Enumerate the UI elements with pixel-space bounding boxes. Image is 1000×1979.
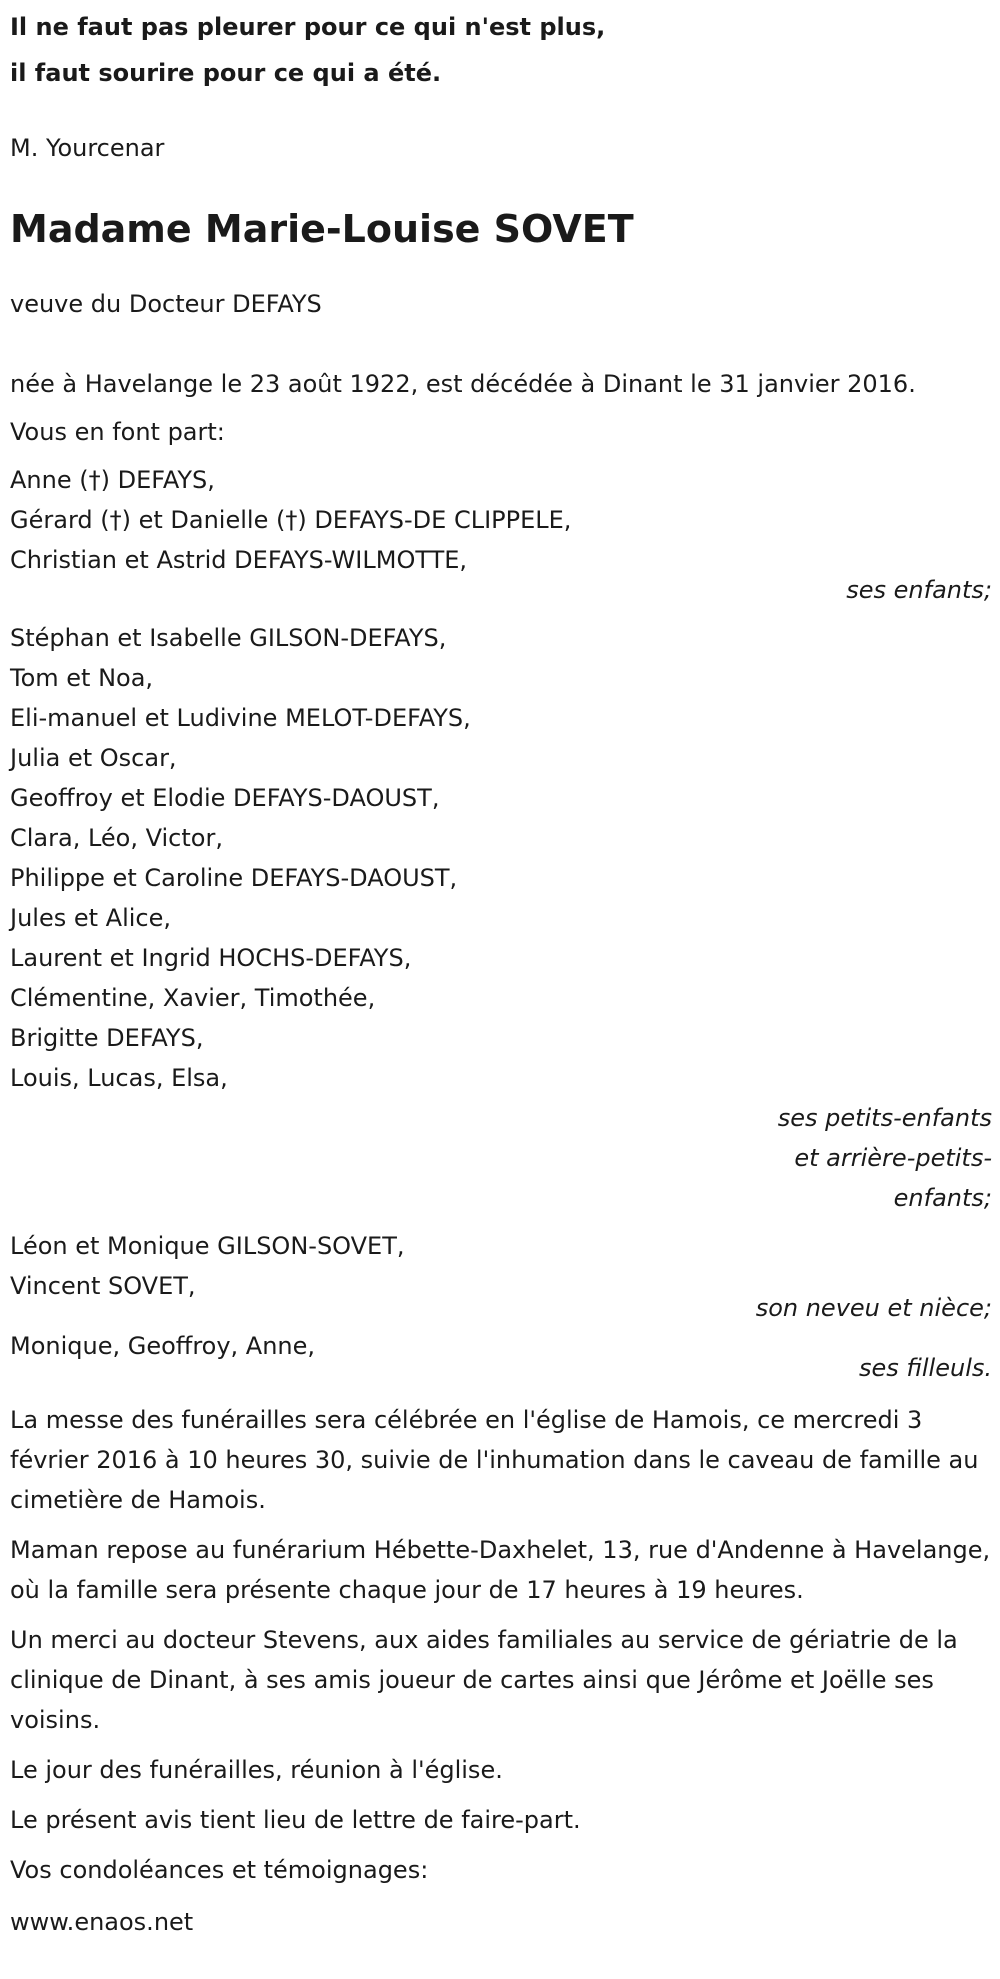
quote-line-1: Il ne faut pas pleurer pour ce qui n'est plus,	[10, 13, 606, 41]
family-line: Brigitte DEFAYS,	[10, 1024, 204, 1052]
family-group-children	[10, 460, 992, 610]
family-line: Jules et Alice,	[10, 904, 172, 932]
family-line: Vincent SOVET,	[10, 1272, 196, 1300]
relation-label: enfants;	[893, 1184, 992, 1212]
family-line: Gérard (†) et Danielle (†) DEFAYS-DE CLIPPELE,	[10, 506, 572, 534]
quote-author: M. Yourcenar	[10, 134, 165, 162]
obituary-column	[10, 4, 992, 1942]
family-line: Clémentine, Xavier, Timothée,	[10, 984, 376, 1012]
announce-line: Vous en font part:	[10, 418, 225, 446]
relation-label: ses enfants;	[846, 576, 992, 604]
relation-label: ses filleuls.	[858, 1354, 992, 1382]
family-line: Léon et Monique GILSON-SOVET,	[10, 1232, 405, 1260]
relation-label: son neveu et nièce;	[755, 1294, 992, 1322]
notice-paragraph: Le présent avis tient lieu de lettre de faire-part.	[10, 1806, 581, 1834]
family-group-grandchildren	[10, 618, 992, 1218]
quote-line-2: il faut sourire pour ce qui a été.	[10, 59, 442, 87]
family-line: Christian et Astrid DEFAYS-WILMOTTE,	[10, 546, 468, 574]
funerarium-paragraph: Maman repose au funérarium Hébette-Daxhelet, 13, rue d'Andenne à Havelange, où la famille sera présente chaque jour de 17 heures à 19 heures.	[10, 1536, 991, 1604]
family-line: Laurent et Ingrid HOCHS-DEFAYS,	[10, 944, 412, 972]
family-line: Eli-manuel et Ludivine MELOT-DEFAYS,	[10, 704, 471, 732]
relation-label: et arrière-petits-	[794, 1144, 992, 1172]
family-line: Julia et Oscar,	[10, 744, 177, 772]
family-line: Anne (†) DEFAYS,	[10, 466, 215, 494]
website-link[interactable]: www.enaos.net	[10, 1908, 194, 1936]
family-group-godchildren	[10, 1326, 992, 1388]
relation-label: ses petits-enfants	[777, 1104, 992, 1132]
reunion-paragraph: Le jour des funérailles, réunion à l'église.	[10, 1756, 503, 1784]
family-group-nephew-niece	[10, 1226, 992, 1328]
deceased-name: Madame Marie-Louise SOVET	[10, 207, 634, 251]
family-line: Stéphan et Isabelle GILSON-DEFAYS,	[10, 624, 447, 652]
family-line: Tom et Noa,	[10, 664, 154, 692]
widow-of: veuve du Docteur DEFAYS	[10, 290, 322, 318]
family-line: Monique, Geoffroy, Anne,	[10, 1332, 316, 1360]
condolences-paragraph: Vos condoléances et témoignages:	[10, 1856, 429, 1884]
thanks-paragraph: Un merci au docteur Stevens, aux aides familiales au service de gériatrie de la clinique de Dinant, à ses amis joueur de cartes ainsi que Jérôme et Joëlle ses voisins.	[10, 1626, 958, 1734]
funeral-mass-paragraph: La messe des funérailles sera célébrée en l'église de Hamois, ce mercredi 3 février 2016 à 10 heures 30, suivie de l'inhumation dans le caveau de famille au cimetière de Hamois.	[10, 1406, 979, 1514]
family-line: Philippe et Caroline DEFAYS-DAOUST,	[10, 864, 458, 892]
family-line: Geoffroy et Elodie DEFAYS-DAOUST,	[10, 784, 440, 812]
family-line: Clara, Léo, Victor,	[10, 824, 223, 852]
birth-death-line: née à Havelange le 23 août 1922, est décédée à Dinant le 31 janvier 2016.	[10, 370, 916, 398]
family-line: Louis, Lucas, Elsa,	[10, 1064, 228, 1092]
